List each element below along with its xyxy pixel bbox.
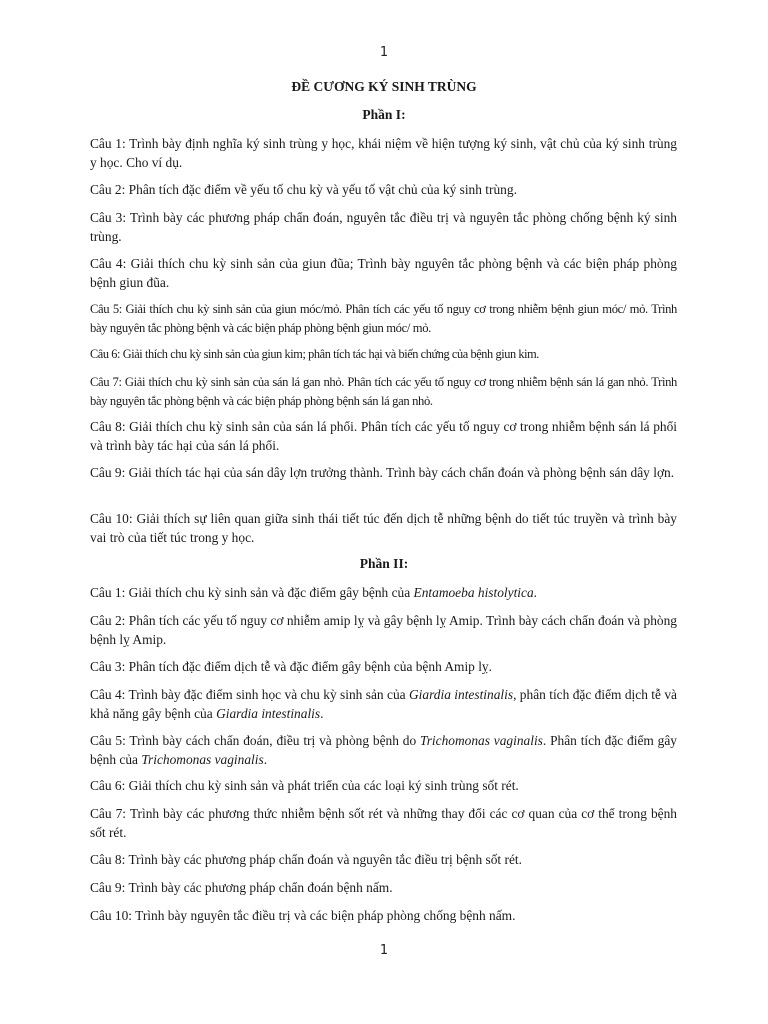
part1-question-8: Câu 8: Giải thích chu kỳ sinh sản của sán lá phổi. Phân tích các yếu tố nguy cơ trong nhiễm bệnh sán lá phổi và trình bày tác hại của sán lá phổi.	[90, 419, 677, 453]
q4-text-a: Câu 4: Trình bày đặc điểm sinh học và chu kỳ sinh sản của	[90, 687, 409, 702]
part2-question-1	[90, 584, 677, 603]
q4-end: .	[320, 705, 324, 721]
part1-question-3: Câu 3: Trình bày các phương pháp chẩn đoán, nguyên tắc điều trị và nguyên tắc phòng chống bệnh ký sinh trùng.	[90, 210, 677, 244]
part1-question-10: Câu 10: Giải thích sự liên quan giữa sinh thái tiết túc đến dịch tễ những bệnh do tiết túc truyền và trình bày vai trò của tiết túc trong y học.	[90, 511, 677, 545]
part2-question-4	[90, 686, 677, 723]
part2-question-8: Câu 8: Trình bày các phương pháp chẩn đoán và nguyên tắc điều trị bệnh sốt rét.	[90, 852, 522, 867]
part1-question-2: Câu 2: Phân tích đặc điểm về yếu tố chu kỳ và yếu tố vật chủ của ký sinh trùng.	[90, 182, 517, 197]
q4-species-a: Giardia intestinalis	[408, 687, 514, 702]
part1-question-1: Câu 1: Trình bày định nghĩa ký sinh trùng y học, khái niệm về hiện tượng ký sinh, vật chủ của ký sinh trùng y học. Cho ví dụ.	[90, 136, 677, 170]
part2-question-2: Câu 2: Phân tích các yếu tố nguy cơ nhiễm amip lỵ và gây bệnh lỵ Amip. Trình bày cách chẩn đoán và phòng bệnh lỵ Amip.	[90, 613, 677, 647]
q5-text-b: . Phân tích đặc điểm gây bệnh của	[90, 733, 678, 767]
q4-species-b: Giardia intestinalis	[216, 705, 321, 721]
part2-question-9: Câu 9: Trình bày các phương pháp chẩn đoán bệnh nấm.	[90, 880, 393, 895]
part2-question-7: Câu 7: Trình bày các phương thức nhiễm bệnh sốt rét và những thay đổi các cơ quan của cơ thể trong bệnh sốt rét.	[90, 806, 677, 840]
page-number-header: 1	[379, 45, 389, 60]
part2-question-6: Câu 6: Giải thích chu kỳ sinh sản và phát triển của các loại ký sinh trùng sốt rét.	[90, 778, 519, 793]
part1-question-9: Câu 9: Giải thích tác hại của sán dây lợn trưởng thành. Trình bày cách chẩn đoán và phòng bệnh sán dây lợn.	[90, 465, 675, 480]
part2-question-3: Câu 3: Phân tích đặc điểm dịch tễ và đặc điểm gây bệnh của bệnh Amip lỵ.	[90, 659, 492, 674]
q5-text-a: Câu 5: Trình bày cách chẩn đoán, điều trị và phòng bệnh do	[90, 733, 420, 748]
part1-heading: Phần I:	[362, 107, 406, 122]
part1-question-4: Câu 4: Giải thích chu kỳ sinh sản của giun đũa; Trình bày nguyên tắc phòng bệnh và các biện pháp phòng bệnh giun đũa.	[90, 256, 677, 290]
part2-heading: Phần II:	[359, 556, 409, 571]
page-number-footer: 1	[379, 943, 389, 958]
part1-question-5: Câu 5: Giải thích chu kỳ sinh sản của giun móc/mỏ. Phân tích các yếu tố nguy cơ trong nhiễm bệnh giun móc/ mỏ. Trình bày nguyên tắc phòng bệnh và các biện pháp phòng bệnh giun móc/ mỏ.	[90, 302, 677, 335]
q1-text: Câu 1: Giải thích chu kỳ sinh sản và đặc điểm gây bệnh của	[90, 585, 414, 600]
part1-question-7: Câu 7: Giải thích chu kỳ sinh sản của sán lá gan nhỏ. Phân tích các yếu tố nguy cơ trong nhiễm bệnh sán lá gan nhỏ. Trình bày nguyên tắc phòng bệnh và các biện pháp phòng bệnh sán lá gan nhỏ.	[90, 375, 677, 408]
q1-end: .	[533, 585, 538, 600]
document-title: ĐỀ CƯƠNG KÝ SINH TRÙNG	[291, 79, 477, 94]
q1-species: Entamoeba histolytica	[413, 585, 534, 600]
q4-text-b: , phân tích đặc điểm dịch tễ và khả năng gây bệnh của	[90, 687, 677, 721]
part2-question-5	[90, 732, 677, 769]
q5-species-a: Trichomonas vaginalis	[420, 733, 543, 748]
part2-question-10: Câu 10: Trình bày nguyên tắc điều trị và các biện pháp phòng chống bệnh nấm.	[90, 908, 516, 923]
part1-question-6: Câu 6: Giải thích chu kỳ sinh sản của giun kim; phân tích tác hại và biến chứng của bệnh giun kim.	[90, 347, 539, 361]
q5-species-b: Trichomonas vaginalis	[141, 751, 264, 767]
q5-end: .	[263, 751, 268, 767]
